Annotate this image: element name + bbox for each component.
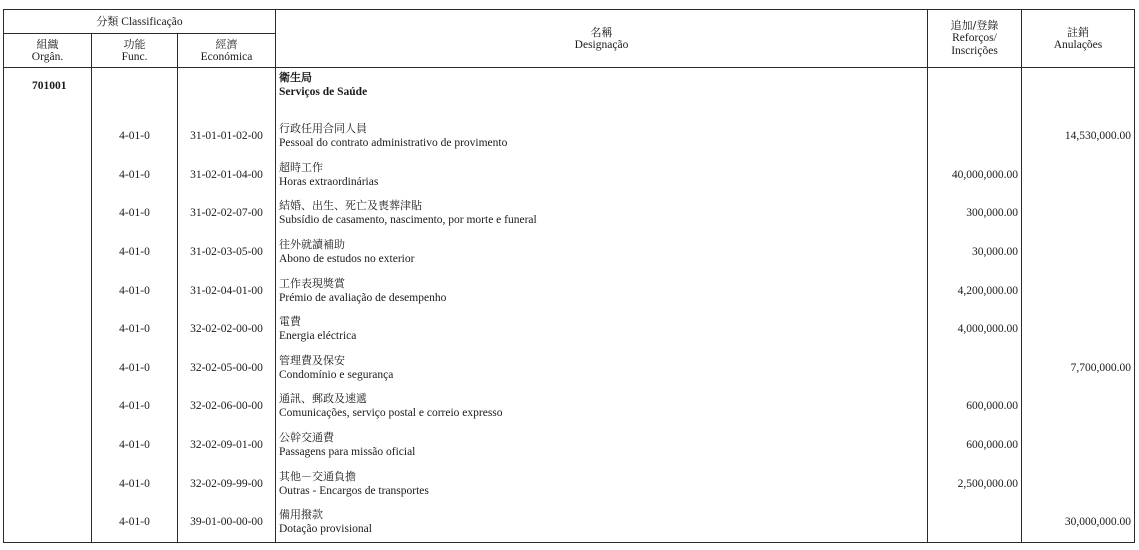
organic-cell — [4, 387, 92, 426]
table-row — [4, 271, 1135, 310]
functional-code: 4-01-0 — [92, 233, 178, 272]
organization-row — [4, 68, 1135, 118]
cancellations-pt: Anulações — [1053, 38, 1103, 51]
functional-code: 4-01-0 — [92, 349, 178, 388]
designation-cell — [276, 194, 928, 233]
cancellations-amount: 30,000,000.00 — [1022, 503, 1135, 542]
organization-designation — [276, 68, 928, 118]
reinforcements-amount: 40,000,000.00 — [928, 156, 1022, 195]
economic-code: 32-02-02-00-00 — [178, 310, 276, 349]
designation-pt: Passagens para missão oficial — [279, 446, 416, 459]
economic-header — [178, 34, 276, 68]
organic-cell — [4, 194, 92, 233]
classification-header — [4, 10, 276, 34]
designation-pt: Prémio de avaliação de desempenho — [279, 291, 447, 304]
functional-code: 4-01-0 — [92, 426, 178, 465]
organic-cell — [4, 310, 92, 349]
functional-zh: 功能 — [123, 37, 146, 51]
organic-cell — [4, 117, 92, 156]
designation-cell — [276, 349, 928, 388]
reinforcements-amount: 30,000.00 — [928, 233, 1022, 272]
reinforcements-amount: 300,000.00 — [928, 194, 1022, 233]
designation-pt: Horas extraordinárias — [279, 175, 379, 188]
cancellations-amount — [1022, 194, 1135, 233]
organic-cell — [4, 233, 92, 272]
reinforcements-amount: 4,200,000.00 — [928, 271, 1022, 310]
functional-code: 4-01-0 — [92, 464, 178, 503]
designation-cell — [276, 426, 928, 465]
table-header — [4, 10, 1135, 68]
economic-code: 31-01-01-02-00 — [178, 117, 276, 156]
designation-zh: 其他－交通負擔 — [279, 469, 356, 483]
functional-header — [92, 34, 178, 68]
table-row — [4, 387, 1135, 426]
reinforcements-amount — [928, 349, 1022, 388]
economic-pt: Económica — [200, 50, 253, 63]
functional-code: 4-01-0 — [92, 387, 178, 426]
table-row — [4, 117, 1135, 156]
designation-cell — [276, 271, 928, 310]
cancellations-amount — [1022, 310, 1135, 349]
cancellations-amount: 7,700,000.00 — [1022, 349, 1135, 388]
reinforcements-amount: 2,500,000.00 — [928, 464, 1022, 503]
designation-cell — [276, 310, 928, 349]
organization-func-cell — [92, 68, 178, 118]
organization-code: 701001 — [4, 68, 92, 118]
designation-zh: 備用撥款 — [279, 508, 323, 522]
organic-cell — [4, 464, 92, 503]
designation-pt: Outras - Encargos de transportes — [279, 484, 429, 497]
designation-zh: 管理費及保安 — [279, 353, 345, 367]
reinforcements-amount: 600,000.00 — [928, 387, 1022, 426]
designation-pt: Subsídio de casamento, nascimento, por morte e funeral — [279, 214, 537, 227]
cancellations-amount — [1022, 387, 1135, 426]
functional-code: 4-01-0 — [92, 310, 178, 349]
reinforcements-pt1: Reforços/ — [952, 32, 997, 44]
table-body — [4, 68, 1135, 543]
designation-cell — [276, 233, 928, 272]
classification-zh: 分類 — [96, 14, 119, 28]
designation-zh: 超時工作 — [279, 160, 323, 174]
designation-zh: 名稱 — [590, 25, 613, 39]
designation-zh: 往外就讀補助 — [279, 238, 345, 252]
designation-zh: 電費 — [279, 315, 301, 329]
budget-table — [3, 9, 1135, 543]
organization-name-pt: Serviços de Saúde — [279, 86, 368, 98]
functional-code: 4-01-0 — [92, 194, 178, 233]
functional-code: 4-01-0 — [92, 156, 178, 195]
reinforcements-amount — [928, 117, 1022, 156]
designation-cell — [276, 387, 928, 426]
organic-cell — [4, 503, 92, 542]
designation-pt: Designação — [574, 38, 629, 51]
organization-reinforcements-cell — [928, 68, 1022, 118]
designation-pt: Abono de estudos no exterior — [279, 253, 415, 266]
designation-cell — [276, 117, 928, 156]
organization-econ-cell — [178, 68, 276, 118]
reinforcements-amount: 600,000.00 — [928, 426, 1022, 465]
cancellations-amount — [1022, 156, 1135, 195]
table-row — [4, 426, 1135, 465]
designation-header — [276, 10, 928, 68]
economic-code: 32-02-09-01-00 — [178, 426, 276, 465]
organic-cell — [4, 426, 92, 465]
cancellations-amount — [1022, 426, 1135, 465]
economic-code: 32-02-05-00-00 — [178, 349, 276, 388]
reinforcements-amount — [928, 503, 1022, 542]
organic-cell — [4, 349, 92, 388]
organic-cell — [4, 271, 92, 310]
table-row — [4, 464, 1135, 503]
functional-code: 4-01-0 — [92, 117, 178, 156]
reinforcements-pt2: Inscrições — [951, 45, 998, 57]
table-row — [4, 233, 1135, 272]
table-row — [4, 194, 1135, 233]
cancellations-amount — [1022, 233, 1135, 272]
economic-code: 39-01-00-00-00 — [178, 503, 276, 542]
economic-code: 31-02-02-07-00 — [178, 194, 276, 233]
designation-pt: Dotação provisional — [279, 523, 372, 536]
organization-name-zh: 衛生局 — [279, 71, 312, 84]
reinforcements-zh: 追加/登錄 — [950, 19, 999, 32]
designation-zh: 公幹交通費 — [279, 431, 334, 445]
reinforcements-header — [928, 10, 1022, 68]
functional-pt: Func. — [121, 50, 148, 63]
economic-code: 31-02-03-05-00 — [178, 233, 276, 272]
cancellations-amount — [1022, 271, 1135, 310]
designation-zh: 行政任用合同人員 — [279, 122, 367, 136]
table-row — [4, 156, 1135, 195]
designation-pt: Condomínio e segurança — [279, 368, 394, 381]
table-row — [4, 349, 1135, 388]
designation-pt: Pessoal do contrato administrativo de provimento — [279, 137, 508, 150]
organization-cancellations-cell — [1022, 68, 1135, 118]
cancellations-amount — [1022, 464, 1135, 503]
designation-zh: 通訊、郵政及速遞 — [279, 392, 367, 406]
economic-code: 32-02-09-99-00 — [178, 464, 276, 503]
designation-cell — [276, 503, 928, 542]
designation-pt: Energia eléctrica — [279, 330, 357, 343]
reinforcements-amount: 4,000,000.00 — [928, 310, 1022, 349]
economic-zh: 經濟 — [215, 37, 238, 51]
organic-cell — [4, 156, 92, 195]
economic-code: 32-02-06-00-00 — [178, 387, 276, 426]
organic-header — [4, 34, 92, 68]
designation-zh: 工作表現獎賞 — [279, 276, 345, 290]
designation-cell — [276, 156, 928, 195]
cancellations-zh: 註銷 — [1067, 25, 1089, 39]
cancellations-amount: 14,530,000.00 — [1022, 117, 1135, 156]
table-row — [4, 310, 1135, 349]
organic-zh: 組織 — [36, 37, 59, 51]
economic-code: 31-02-01-04-00 — [178, 156, 276, 195]
designation-pt: Comunicações, serviço postal e correio expresso — [279, 407, 503, 420]
classification-pt: Classificação — [121, 15, 183, 28]
organic-pt: Orgân. — [31, 50, 64, 63]
cancellations-header — [1022, 10, 1135, 68]
economic-code: 31-02-04-01-00 — [178, 271, 276, 310]
functional-code: 4-01-0 — [92, 503, 178, 542]
table-row — [4, 503, 1135, 542]
designation-cell — [276, 464, 928, 503]
designation-zh: 結婚、出生、死亡及喪葬津貼 — [279, 199, 422, 213]
functional-code: 4-01-0 — [92, 271, 178, 310]
